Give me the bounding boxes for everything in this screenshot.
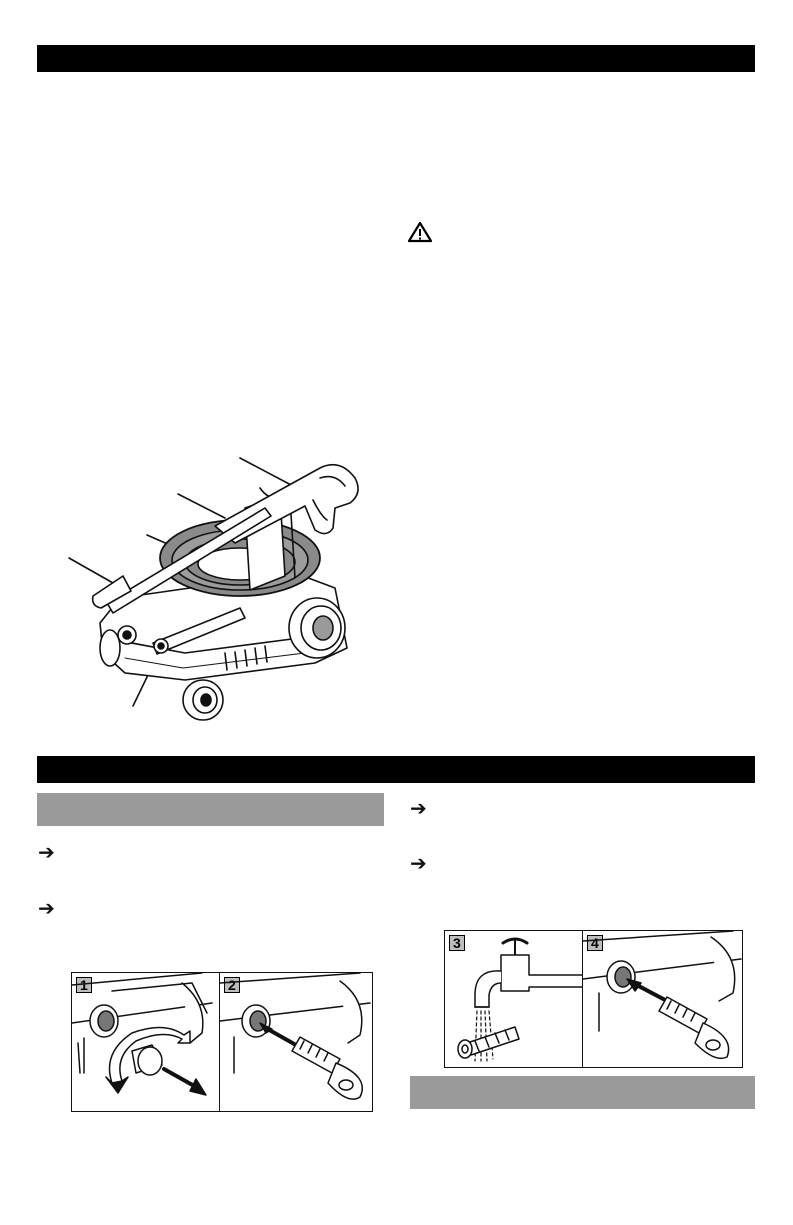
callout-line-spray-gun <box>240 458 293 486</box>
panel-number: 1 <box>76 977 92 993</box>
panel-number: 2 <box>224 977 240 993</box>
remove-filter-icon <box>220 973 372 1111</box>
step-arrow-icon: ➔ <box>38 840 55 864</box>
unscrew-fitting-icon <box>72 973 220 1111</box>
figure-panel-3 <box>444 930 584 1068</box>
callout-line-nozzle <box>69 558 113 583</box>
figure-panel-4 <box>582 930 743 1068</box>
subheader-bar-left <box>37 793 384 826</box>
pressure-washer-illustration <box>65 448 365 748</box>
rinse-filter-icon <box>445 931 583 1067</box>
warning-triangle-icon <box>407 221 433 243</box>
figure-panel-2 <box>219 972 373 1112</box>
figure-panel-1 <box>71 972 221 1112</box>
panel-number: 4 <box>587 935 603 951</box>
callout-line-lance <box>178 494 225 518</box>
step-arrow-icon: ➔ <box>38 896 55 920</box>
section-header-bar-middle <box>37 756 755 783</box>
step-arrow-icon: ➔ <box>410 851 427 875</box>
section-header-bar-top <box>37 45 755 72</box>
insert-filter-icon <box>583 931 742 1067</box>
panel-number: 3 <box>449 935 465 951</box>
step-arrow-icon: ➔ <box>410 796 427 820</box>
subheader-bar-right <box>410 1076 755 1109</box>
